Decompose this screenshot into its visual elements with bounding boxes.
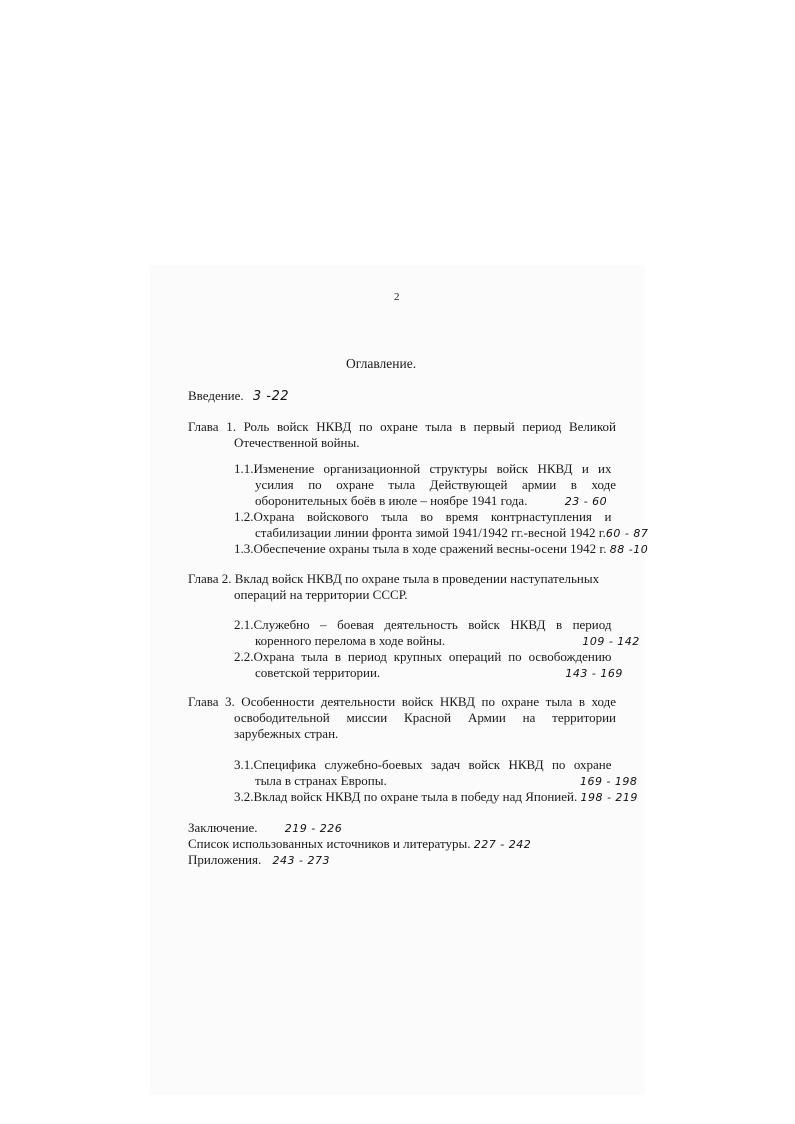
chapter-3-heading-cont: освободительной миссии Красной Армии на территории <box>234 710 616 725</box>
toc-appendix: Приложения. 243 - 273 <box>188 852 330 867</box>
section-3-2: 3.2.Вклад войск НКВД по охране тыла в победу над Японией. 198 - 219 <box>234 789 638 804</box>
toc-intro <box>188 388 289 404</box>
section-2-1: 2.1.Служебно – боевая деятельность войск НКВД в период <box>234 617 612 632</box>
toc-sources: Список использованных источников и литературы. 227 - 242 <box>188 836 532 851</box>
section-2-2-pages: 143 - 169 <box>565 667 623 680</box>
section-1-2-pages: 60 - 87 <box>605 527 649 540</box>
page-title: Оглавление. <box>346 356 417 371</box>
section-number: 2.1. <box>234 617 254 632</box>
section-1-1: 1.1.Изменение организационной структуры войск НКВД и их <box>234 461 612 476</box>
page-number: 2 <box>394 291 400 303</box>
section-3-2-pages: 198 - 219 <box>580 791 638 804</box>
section-3-1-line2: тыла в странах Европы. 169 - 198 <box>255 773 638 788</box>
section-number: 1.1. <box>234 461 254 476</box>
section-2-2-line2: советской территории. 143 - 169 <box>255 665 623 680</box>
section-2-2: 2.2.Охрана тыла в период крупных операций по освобождению <box>234 649 612 664</box>
section-3-1-pages: 169 - 198 <box>579 775 638 788</box>
section-3-1: 3.1.Специфика служебно-боевых задач войск НКВД по охране <box>234 757 612 772</box>
appendix-pages: 243 - 273 <box>272 854 330 867</box>
section-2-1-line2: коренного перелома в ходе войны. 109 - 142 <box>255 633 640 648</box>
conclusion-pages: 219 - 226 <box>284 822 343 835</box>
section-1-2: 1.2.Охрана войскового тыла во время контрнаступления и <box>234 509 612 524</box>
intro-pages: 3 -22 <box>252 389 290 404</box>
sources-pages: 227 - 242 <box>473 838 532 851</box>
section-1-1-line3: оборонительных боёв в июле – ноябре 1941 года. 23 - 60 <box>255 493 608 508</box>
chapter-1-heading-cont: Отечественной войны. <box>234 435 360 450</box>
section-2-1-pages: 109 - 142 <box>582 635 640 648</box>
section-1-1-line2: усилия по охране тыла Действующей армии в ходе <box>255 477 616 492</box>
chapter-3-heading-cont2: зарубежных стран. <box>234 726 339 741</box>
section-1-1-pages: 23 - 60 <box>564 495 608 508</box>
section-number: 1.2. <box>234 509 254 524</box>
chapter-3-heading: Глава 3. Особенности деятельности войск НКВД по охране тыла в ходе <box>188 694 616 709</box>
chapter-2-heading: Глава 2. Вклад войск НКВД по охране тыла в проведении наступательных <box>188 571 600 586</box>
toc-conclusion: Заключение. 219 - 226 <box>188 820 343 835</box>
chapter-1-heading: Глава 1. Роль войск НКВД по охране тыла в первый период Великой <box>188 419 616 434</box>
section-1-3-pages: 88 -10 <box>609 543 649 556</box>
intro-label: Введение. <box>188 388 244 403</box>
section-1-3: 1.3.Обеспечение охраны тыла в ходе сражений весны-осени 1942 г. 88 -10 <box>234 541 649 556</box>
section-1-2-line2: стабилизации линии фронта зимой 1941/1942 гг.-весной 1942 г.60 - 87 <box>255 525 649 540</box>
section-number: 2.2. <box>234 649 254 664</box>
chapter-2-heading-cont: операций на территории СССР. <box>234 587 408 602</box>
section-number: 3.1. <box>234 757 254 772</box>
